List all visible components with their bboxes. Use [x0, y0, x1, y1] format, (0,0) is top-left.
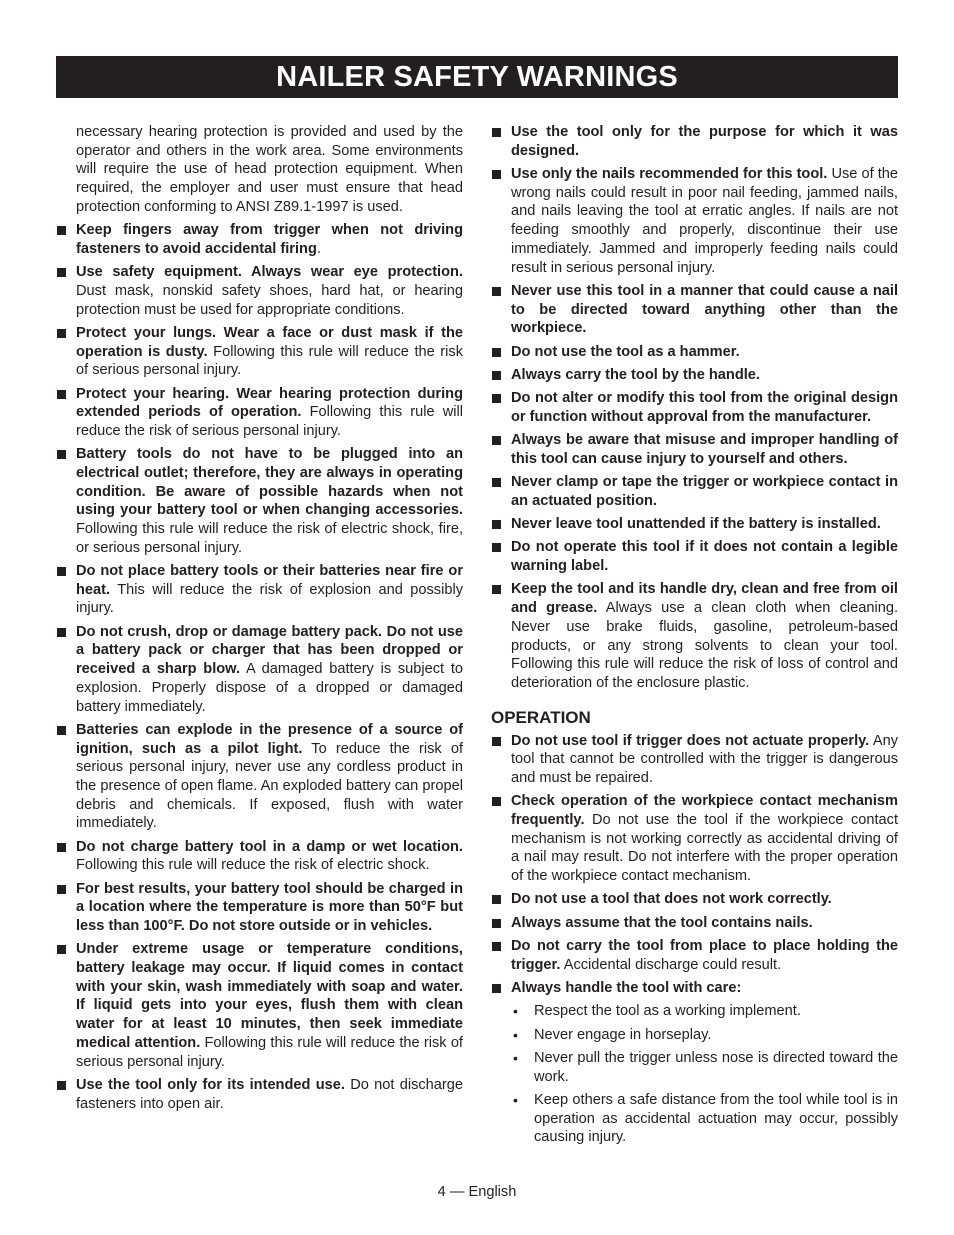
warning-bold-text: Do not use a tool that does not work correctly.	[511, 891, 832, 908]
care-item	[491, 1002, 898, 1021]
warning-item	[491, 914, 898, 933]
warning-text: Use of the wrong nails could result in poor nail feeding, jammed nails, and nails leaving the tool at erratic angles. If nails are not feeding smoothly and properly, discontinue their use immediately. Jammed and improperly feeding nails could result in serious personal injury.	[511, 166, 898, 276]
warning-bold-text: Keep fingers away from trigger when not driving fasteners to avoid accidental firing	[76, 222, 463, 257]
warning-item	[56, 1076, 463, 1113]
care-item-text: Never pull the trigger unless nose is directed toward the work.	[534, 1049, 898, 1085]
warning-bold-text: Check operation of the workpiece contact mechanism frequently.	[511, 793, 898, 829]
square-bullet-icon	[492, 170, 501, 179]
square-bullet-icon	[57, 450, 66, 459]
care-item-text: Respect the tool as a working implement.	[534, 1003, 801, 1020]
square-bullet-icon	[492, 895, 501, 904]
warning-bold-text: Never use this tool in a manner that could cause a nail to be directed toward anything other than the workpiece.	[511, 282, 898, 337]
care-item	[491, 1049, 898, 1086]
warning-item	[56, 880, 463, 936]
warning-bold-text: Never leave tool unattended if the battery is installed.	[511, 516, 881, 533]
warning-item	[491, 473, 898, 510]
square-bullet-icon	[57, 843, 66, 852]
warning-bold-text: Use the tool only for its intended use.	[76, 1076, 345, 1093]
warning-item	[56, 721, 463, 833]
warning-item	[491, 515, 898, 534]
dot-bullet-icon: •	[513, 1026, 518, 1043]
square-bullet-icon	[492, 394, 501, 403]
warning-bold-text: Under extreme usage or temperature conditions, battery leakage may occur. If liquid comes in contact with your skin, wash immediately with soap and water. If liquid gets into your eyes, flush them with clean water for at least 10 minutes, then seek immediate medical attention.	[76, 941, 463, 1051]
square-bullet-icon	[492, 520, 501, 529]
warning-bold-text: Use safety equipment. Always wear eye protection.	[76, 264, 463, 281]
left-warning-list	[56, 221, 463, 1113]
square-bullet-icon	[57, 726, 66, 735]
page-footer: 4 — English	[437, 1184, 517, 1200]
square-bullet-icon	[57, 226, 66, 235]
warning-item	[491, 389, 898, 426]
care-list	[491, 1002, 898, 1147]
warning-text: .	[316, 240, 321, 257]
square-bullet-icon	[492, 797, 501, 806]
square-bullet-icon	[57, 628, 66, 637]
square-bullet-icon	[492, 371, 501, 380]
right-column	[491, 123, 898, 1152]
warning-bold-text: Always carry the tool by the handle.	[511, 366, 760, 383]
warning-bold-text: Do not place battery tools or their batteries near fire or heat.	[76, 563, 463, 598]
square-bullet-icon	[57, 329, 66, 338]
warning-text: To reduce the risk of serious personal injury, never use any cordless product in the presence of open flame. An exploded battery can propel debris and chemicals. If exposed, flush with water immediately.	[76, 740, 463, 832]
right-warning-list	[491, 123, 898, 693]
warning-text: Following this rule will reduce the risk of electric shock, fire, or serious personal injury.	[76, 521, 463, 556]
warning-item	[491, 366, 898, 385]
warning-item	[491, 937, 898, 974]
warning-item	[491, 890, 898, 909]
operation-heading: OPERATION	[491, 707, 591, 727]
warning-text: Following this rule will reduce the risk of serious personal injury.	[76, 343, 463, 379]
warning-bold-text: Do not crush, drop or damage battery pack. Do not use a battery pack or charger that has been dropped or received a sharp blow.	[76, 623, 463, 678]
warning-text: Following this rule will reduce the risk of electric shock.	[76, 857, 430, 874]
square-bullet-icon	[57, 567, 66, 576]
warning-item	[56, 445, 463, 557]
warning-item	[491, 580, 898, 692]
warning-bold-text: Do not use the tool as a hammer.	[511, 343, 740, 360]
square-bullet-icon	[57, 945, 66, 954]
warning-bold-text: Use only the nails recommended for this tool.	[511, 166, 828, 182]
warning-bold-text: Always be aware that misuse and improper handling of this tool can cause injury to yourself and others.	[511, 432, 898, 467]
square-bullet-icon	[492, 348, 501, 357]
warning-text: Do not discharge fasteners into open air.	[76, 1076, 464, 1112]
warning-text: This will reduce the risk of explosion and possibly injury.	[76, 581, 463, 617]
square-bullet-icon	[492, 942, 501, 951]
care-item-text: Never engage in horseplay.	[534, 1026, 712, 1043]
warning-item	[56, 221, 463, 258]
title-bar	[56, 56, 898, 98]
dot-bullet-icon: •	[513, 1003, 518, 1020]
warning-text: Any tool that cannot be controlled with the trigger is dangerous and must be repaired.	[511, 732, 898, 787]
warning-item	[491, 123, 898, 160]
warning-item	[56, 940, 463, 1071]
operation-list	[491, 732, 898, 998]
warning-item	[491, 979, 898, 998]
care-item	[491, 1026, 898, 1045]
square-bullet-icon	[492, 543, 501, 552]
warning-bold-text: Battery tools do not have to be plugged into an electrical outlet; therefore, they are always in operating condition. Be aware of possible hazards when not using your battery tool or when changing accessories.	[76, 446, 463, 519]
warning-text: Accidental discharge could result.	[560, 956, 782, 973]
square-bullet-icon	[492, 287, 501, 296]
warning-text: Dust mask, nonskid safety shoes, hard hat, or hearing protection must be used for appropriate conditions.	[76, 282, 463, 318]
square-bullet-icon	[492, 478, 501, 487]
square-bullet-icon	[492, 436, 501, 445]
warning-item	[491, 343, 898, 362]
square-bullet-icon	[492, 585, 501, 594]
square-bullet-icon	[492, 984, 501, 993]
warning-bold-text: Do not carry the tool from place to place holding the trigger.	[511, 938, 898, 973]
warning-bold-text: Always handle the tool with care:	[511, 980, 742, 997]
intro-paragraph: necessary hearing protection is provided and used by the operator and others in the work area. Some environments will require the use of head protection equipment. When required, the employer and user must ensure that head protection conforming to ANSI Z89.1-1997 is used.	[76, 124, 463, 215]
warning-bold-text: Always assume that the tool contains nails.	[511, 914, 813, 931]
square-bullet-icon	[57, 1081, 66, 1090]
warning-text: Following this rule will reduce the risk of serious personal injury.	[76, 1034, 463, 1070]
care-item	[491, 1091, 898, 1147]
square-bullet-icon	[492, 919, 501, 928]
warning-item	[491, 538, 898, 575]
warning-item	[56, 263, 463, 319]
square-bullet-icon	[57, 390, 66, 399]
warning-item	[491, 792, 898, 886]
warning-item	[491, 732, 898, 788]
warning-bold-text: Protect your lungs. Wear a face or dust mask if the operation is dusty.	[76, 324, 463, 360]
warning-item	[56, 385, 463, 441]
warning-bold-text: Do not use tool if trigger does not actuate properly.	[511, 732, 870, 749]
warning-text: Following this rule will reduce the risk of serious personal injury.	[76, 404, 463, 439]
warning-bold-text: For best results, your battery tool should be charged in a location where the temperature is more than 50°F but less than 100°F. Do not store outside or in vehicles.	[76, 880, 463, 935]
warning-item	[491, 282, 898, 338]
warning-item	[56, 562, 463, 618]
square-bullet-icon	[492, 737, 501, 746]
care-item-text: Keep others a safe distance from the tool while tool is in operation as accidental actuation may occur, possibly causing injury.	[534, 1091, 898, 1146]
dot-bullet-icon: •	[513, 1049, 518, 1066]
warning-item	[56, 324, 463, 380]
warning-item	[491, 165, 898, 277]
warning-text: A damaged battery is subject to explosion. Properly dispose of a dropped or damaged battery immediately.	[76, 661, 464, 715]
warning-bold-text: Protect your hearing. Wear hearing protection during extended periods of operation.	[76, 385, 463, 421]
warning-bold-text: Do not charge battery tool in a damp or wet location.	[76, 838, 463, 855]
warning-bold-text: Do not operate this tool if it does not contain a legible warning label.	[511, 539, 898, 575]
warning-item	[56, 838, 463, 875]
square-bullet-icon	[492, 128, 501, 137]
warning-item	[491, 431, 898, 468]
page-title: NAILER SAFETY WARNINGS	[276, 60, 678, 93]
warning-bold-text: Batteries can explode in the presence of a source of ignition, such as a pilot light.	[76, 721, 463, 757]
warning-text: Do not use the tool if the workpiece contact mechanism is not working correctly as accidental driving of a nail may result. Do not interfere with the proper operation of the workpiece contact mechanism.	[511, 812, 898, 885]
square-bullet-icon	[57, 885, 66, 894]
dot-bullet-icon: •	[513, 1091, 518, 1108]
square-bullet-icon	[57, 268, 66, 277]
warning-bold-text: Do not alter or modify this tool from the original design or function without approval from the manufacturer.	[511, 390, 898, 425]
warning-bold-text: Keep the tool and its handle dry, clean and free from oil and grease.	[511, 581, 898, 617]
warning-item	[56, 623, 463, 717]
warning-text: Always use a clean cloth when cleaning. Never use brake fluids, gasoline, petroleum-based products, or any strong solvents to clean your tool. Following this rule will reduce the risk of loss of control and deterioration of the enclosure plastic.	[511, 600, 898, 691]
warning-bold-text: Never clamp or tape the trigger or workpiece contact in an actuated position.	[511, 474, 898, 509]
warning-bold-text: Use the tool only for the purpose for which it was designed.	[511, 124, 898, 159]
left-column	[56, 123, 463, 1118]
